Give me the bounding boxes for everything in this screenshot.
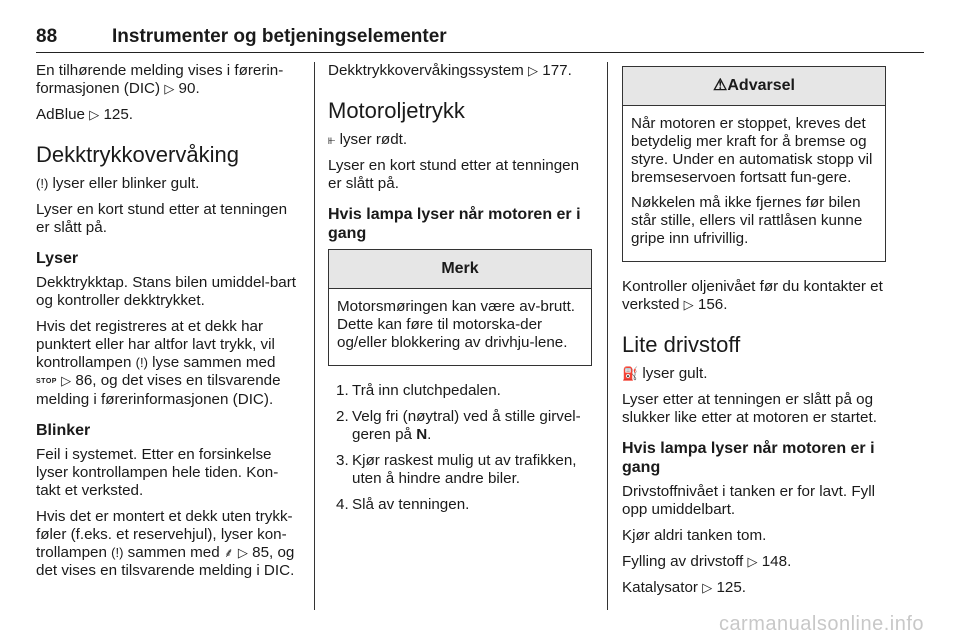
note-title: Merk bbox=[329, 250, 591, 289]
tyre-pressure-icon: (!) bbox=[135, 355, 148, 370]
tyre-pressure-icon: (!) bbox=[111, 545, 124, 560]
steps-list bbox=[328, 382, 592, 514]
reference-arrow-icon: ▷ bbox=[683, 297, 694, 312]
note-body bbox=[329, 289, 591, 365]
column-3 bbox=[622, 62, 886, 605]
column-2 bbox=[328, 62, 592, 522]
reference-arrow-icon: ▷ bbox=[747, 554, 758, 569]
paragraph: Kontroller oljenivået før du kontakter et verksted ▷ 156. bbox=[622, 278, 883, 313]
paragraph: Drivstoffnivået i tanken er for lavt. Fyll opp umiddelbart. bbox=[622, 483, 875, 518]
paragraph: Feil i systemet. Etter en forsinkelse lyser kontrollampen hele tiden. Kon-takt et verksted. bbox=[36, 446, 279, 499]
subheading-lyser: Lyser bbox=[36, 250, 79, 267]
paragraph: Fylling av drivstoff ▷ 148. bbox=[622, 553, 792, 570]
paragraph: Lyser en kort stund etter at tenningen er slått på. bbox=[36, 201, 288, 236]
paragraph: Hvis det registreres at et dekk har punktert eller har altfor lavt trykk, vil kontrollampen (!) lyse sammen med STOP ▷ 86, og det vises en tilsvarende melding i førerinformasjonen (DIC). bbox=[36, 318, 281, 408]
paragraph: Dekktrykkovervåkingssystem ▷ 177. bbox=[328, 62, 572, 79]
paragraph: Dekktrykktap. Stans bilen umiddel-bart og kontroller dekktrykket. bbox=[36, 274, 296, 309]
paragraph: ⛽ lyser gult. bbox=[622, 365, 708, 382]
paragraph: Lyser en kort stund etter at tenningen er slått på. bbox=[328, 157, 580, 192]
warning-text: Når motoren er stoppet, kreves det betydelig mer kraft for å bremse og styre. Under en automatisk stopp vil bremseservoen fortsatt fun-gere. bbox=[631, 115, 873, 186]
warning-triangle-icon: ⚠ bbox=[713, 77, 728, 94]
column-divider bbox=[314, 62, 315, 610]
oil-can-icon: ⫦ bbox=[328, 132, 336, 147]
column-1 bbox=[36, 62, 300, 588]
warning-header bbox=[623, 67, 885, 106]
reference-arrow-icon: ▷ bbox=[528, 63, 539, 78]
section-heading-low-fuel: Lite drivstoff bbox=[622, 332, 741, 357]
reference-arrow-icon: ▷ bbox=[237, 545, 248, 560]
tyre-pressure-icon: (!) bbox=[36, 176, 49, 191]
reference-arrow-icon: ▷ bbox=[702, 580, 713, 595]
page-header bbox=[36, 26, 924, 53]
reference-arrow-icon: ▷ bbox=[61, 373, 72, 388]
warning-title: Advarsel bbox=[727, 77, 795, 94]
stop-icon: STOP bbox=[36, 378, 57, 385]
paragraph: En tilhørende melding vises i førerin-formasjonen (DIC) ▷ 90. bbox=[36, 62, 284, 97]
paragraph: AdBlue ▷ 125. bbox=[36, 106, 134, 123]
note-box bbox=[328, 249, 592, 366]
note-text: Motorsmøringen kan være av-brutt. Dette kan føre til motorska-der og/eller blokkering av drivhju-lene. bbox=[337, 298, 576, 351]
section-heading-tyre-pressure: Dekktrykkovervåking bbox=[36, 142, 239, 167]
warning-text: Nøkkelen må ikke fjernes før bilen står stille, ellers vil rattlåsen kunne gripe inn ufrivillig. bbox=[631, 194, 863, 247]
paragraph: (!) lyser eller blinker gult. bbox=[36, 175, 200, 192]
subheading-engine-running: Hvis lampa lyser når motoren er i gang bbox=[622, 440, 875, 476]
warning-box bbox=[622, 66, 886, 262]
list-item: 1. Trå inn clutchpedalen. bbox=[336, 382, 501, 399]
column-divider bbox=[607, 62, 608, 610]
paragraph: Katalysator ▷ 125. bbox=[622, 579, 747, 596]
section-heading-oil-pressure: Motoroljetrykk bbox=[328, 98, 465, 123]
page-number: 88 bbox=[36, 26, 58, 47]
paragraph: Lyser etter at tenningen er slått på og slukker like etter at motoren er startet. bbox=[622, 391, 877, 426]
subheading-engine-running: Hvis lampa lyser når motoren er i gang bbox=[328, 206, 581, 242]
gear-neutral-label: N bbox=[416, 426, 428, 443]
steering-icon: ⸙ bbox=[223, 545, 234, 560]
list-item: 2. Velg fri (nøytral) ved å stille girvel-geren på N. bbox=[336, 408, 581, 443]
list-item: 4. Slå av tenningen. bbox=[336, 496, 470, 513]
list-item: 3. Kjør raskest mulig ut av trafikken, uten å hindre andre biler. bbox=[336, 452, 577, 487]
fuel-pump-icon: ⛽ bbox=[622, 366, 639, 381]
reference-arrow-icon: ▷ bbox=[89, 107, 100, 122]
paragraph: Kjør aldri tanken tom. bbox=[622, 527, 767, 544]
paragraph: Hvis det er montert et dekk uten trykk-føler (f.eks. et reservehjul), lyser kon-trollampen (!) sammen med ⸙ ▷ 85, og det vises en tilsvarende melding i DIC. bbox=[36, 508, 295, 579]
page-title: Instrumenter og betjeningselementer bbox=[112, 26, 447, 47]
warning-body bbox=[623, 106, 885, 261]
watermark: carmanualsonline.info bbox=[718, 613, 924, 635]
paragraph: ⫦ lyser rødt. bbox=[328, 131, 408, 148]
subheading-blinker: Blinker bbox=[36, 422, 91, 439]
reference-arrow-icon: ▷ bbox=[164, 81, 175, 96]
